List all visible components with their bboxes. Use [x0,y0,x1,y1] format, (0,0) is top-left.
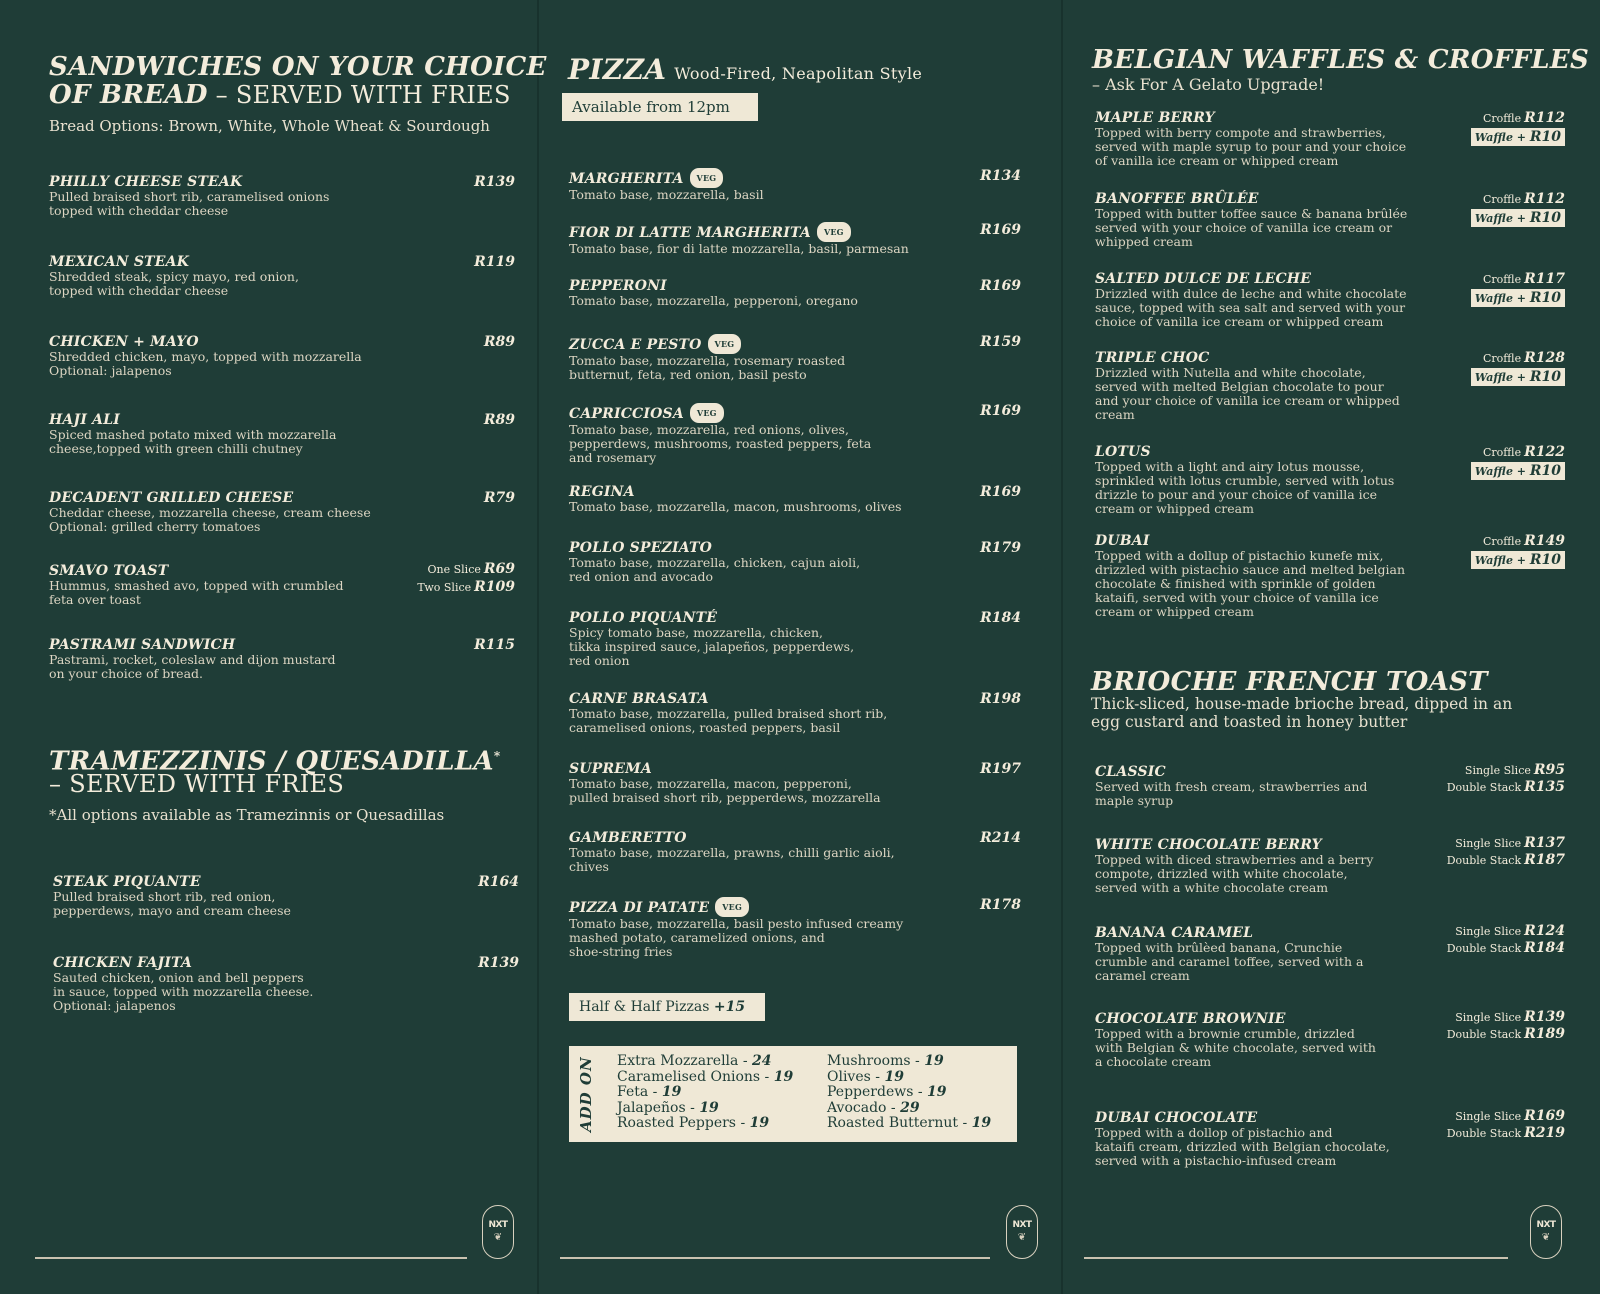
double-value: R219 [1524,1125,1565,1141]
pizza-title-text: PIZZA [568,53,667,86]
waffle-price: R10 [1529,290,1561,306]
menu-item [569,222,1021,256]
item-name: PHILLY CHEESE STEAK [49,174,243,190]
item-name: LOTUS [1095,444,1151,460]
single-label: Single Slice [1464,764,1531,777]
item-price: R89 [483,412,515,428]
addon-name: Feta [617,1084,649,1100]
single-slice-price [1455,1009,1565,1025]
waffle-upgrade [1471,289,1565,307]
waffle-price: R10 [1529,369,1561,385]
addon-price: 19 [699,1099,719,1116]
croffle-price [1471,110,1565,126]
waffle-label: Waffle + [1474,131,1527,144]
item-name: PIZZA DI PATATE [569,900,710,916]
leaf-logo-icon [482,1205,514,1259]
double-label: Double Stack [1446,1127,1522,1140]
croffle-price [1471,533,1565,549]
pizza-page [538,0,1062,1294]
veg-badge: VEG [690,403,724,423]
logo-leaf: ❦ [1017,1232,1027,1243]
item-name-row [569,484,1021,500]
item-name: PASTRAMI SANDWICH [49,637,236,653]
sandwiches-title-line1: SANDWICHES ON YOUR CHOICE [49,52,547,82]
item-price: R178 [980,897,1021,913]
addon-name: Pepperdews [827,1084,914,1100]
addon-item: Mushrooms - 19 [827,1053,944,1069]
addon-item: Pepperdews - 19 [827,1084,947,1100]
item-name-row [569,403,1021,423]
item-price: R115 [474,637,515,653]
menu-item [569,334,1021,382]
item-description: Pulled braised short rib, caramelised onions topped with cheddar cheese [49,189,330,218]
addon-price: 19 [884,1068,904,1085]
item-name-row [569,830,1021,846]
waffle-label: Waffle + [1474,554,1527,567]
waffles-title: BELGIAN WAFFLES & CROFFLES [1092,45,1590,75]
item-description: Tomato base, fior di latte mozzarella, basil, parmesan [569,241,909,256]
double-stack-price [1447,779,1565,795]
item-price-block [1471,444,1565,480]
double-stack-price [1447,940,1565,956]
addon-name: Roasted Peppers [617,1115,736,1131]
croffle-label: Croffle [1483,352,1522,365]
item-name: DUBAI CHOCOLATE [1095,1110,1258,1126]
veg-badge: VEG [690,168,724,188]
addon-item: Avocado - 29 [827,1099,920,1116]
addon-item: Roasted Butternut - 19 [827,1115,992,1131]
item-description: Shredded chicken, mayo, topped with mozzarella Optional: jalapenos [49,349,362,378]
menu-item [1095,837,1565,895]
waffle-price: R10 [1529,129,1561,145]
french-toast-title: BRIOCHE FRENCH TOAST [1091,667,1488,697]
croffle-value: R128 [1524,350,1565,366]
menu-item [569,278,1021,308]
item-description: Topped with a brownie crumble, drizzled with Belgian & white chocolate, served with a chocolate cream [1095,1026,1376,1069]
double-label: Double Stack [1446,854,1522,867]
item-description: Topped with a dollup of pistachio kunefe mix, drizzled with pistachio sauce and melted belgian chocolate & finished with sprinkle of golden kataifi, served with your choice of vanilla ice cream or whipped cream [1095,548,1406,619]
price-value: R69 [483,561,515,577]
item-name: REGINA [569,484,635,500]
menu-item [1095,271,1565,329]
item-name-row [569,897,1021,917]
menu-item [53,874,519,918]
item-name: PEPPERONI [569,278,667,294]
item-name: WHITE CHOCOLATE BERRY [1095,837,1322,853]
menu-item [569,830,1021,874]
item-price: R169 [980,222,1021,238]
veg-badge: VEG [708,334,742,354]
item-price: R169 [980,484,1021,500]
double-value: R189 [1524,1026,1565,1042]
logo-leaf: ❦ [1541,1232,1551,1243]
addon-item: Feta - 19 [617,1084,682,1100]
double-value: R135 [1524,779,1565,795]
waffle-label: Waffle + [1474,212,1527,225]
item-name: CLASSIC [1095,764,1166,780]
double-value: R184 [1524,940,1565,956]
logo-leaf: ❦ [493,1232,503,1243]
item-description: Drizzled with dulce de leche and white chocolate sauce, topped with sea salt and served with your choice of vanilla ice cream or whipped cream [1095,286,1407,329]
addon-price: 19 [773,1068,794,1085]
menu-item [1095,764,1565,808]
waffle-upgrade [1471,462,1565,480]
tramezzinis-title-bold: TRAMEZZINIS / QUESADILLA [49,746,494,777]
leaf-logo-icon [1530,1205,1562,1259]
item-name: CHICKEN + MAYO [49,334,199,350]
item-price: R164 [478,874,519,890]
menu-item [53,955,519,1013]
item-description: Tomato base, mozzarella, basil [569,187,764,202]
pizza-style: Wood-Fired, Neapolitan Style [674,64,923,83]
menu-item [1095,444,1565,516]
addon-price: 19 [749,1115,770,1131]
item-name: TRIPLE CHOC [1095,350,1210,366]
item-description: Tomato base, mozzarella, macon, mushrooms, olives [569,499,902,514]
single-label: Single Slice [1455,1110,1522,1123]
item-name: DECADENT GRILLED CHEESE [49,490,294,506]
item-name: SUPREMA [569,761,652,777]
item-description: Topped with a light and airy lotus mousse, sprinkled with lotus crumble, served with lotus drizzle to pour and your choice of vanilla ice cream or whipped cream [1095,459,1395,516]
item-name-row [569,761,1021,777]
item-description: Topped with a dollop of pistachio and kataifi cream, drizzled with Belgian chocolate, served with a pistachio-infused cream [1095,1125,1390,1168]
addon-price: 19 [971,1115,992,1131]
item-description: Served with fresh cream, strawberries and maple syrup [1095,779,1368,808]
double-stack-price [1447,852,1565,868]
menu-item [569,484,1021,514]
pizza-title [568,53,923,88]
addon-title: ADD ON [577,1056,595,1132]
item-name: STEAK PIQUANTE [53,874,201,890]
double-stack-price [1447,1026,1565,1042]
single-value: R95 [1533,762,1565,778]
addon-item: Jalapeños - 19 [617,1099,719,1116]
waffle-upgrade [1471,209,1565,227]
bottom-rule [1084,1257,1508,1259]
item-name: MEXICAN STEAK [49,254,190,270]
item-description: Tomato base, mozzarella, basil pesto infused creamy mashed potato, caramelized onions, and shoe-string fries [569,916,904,959]
item-name: HAJI ALI [49,412,120,428]
item-name-row [569,540,1021,556]
addon-price: 24 [752,1053,772,1069]
sandwiches-title-bold: OF BREAD [49,80,208,110]
addons-right [827,1054,991,1132]
double-label: Double Stack [1446,1028,1522,1041]
item-price-two-slice [417,579,515,595]
logo-text: NXT [1536,1220,1556,1230]
veg-badge: VEG [817,222,851,242]
item-description: Tomato base, mozzarella, prawns, chilli garlic aioli, chives [569,845,895,874]
double-value: R187 [1524,852,1565,868]
addon-item: Extra Mozzarella - 24 [617,1053,772,1069]
menu-item [569,540,1021,584]
item-name-row [569,168,1021,188]
item-description: Topped with butter toffee sauce & banana brûlée served with your choice of vanilla ice cream or whipped cream [1095,206,1408,249]
croffle-label: Croffle [1483,273,1522,286]
item-description: Shredded steak, spicy mayo, red onion, topped with cheddar cheese [49,269,299,298]
item-price-block [1471,191,1565,227]
item-description: Pastrami, rocket, coleslaw and dijon mustard on your choice of bread. [49,652,336,681]
single-slice-price [1465,762,1565,778]
item-price: R89 [483,334,515,350]
bread-options: Bread Options: Brown, White, Whole Wheat & Sourdough [49,117,490,135]
addon-name: Olives [827,1068,871,1085]
croffle-value: R149 [1524,533,1565,549]
addon-item: Caramelised Onions - 19 [617,1068,794,1085]
addon-name: Caramelised Onions [617,1068,761,1085]
addon-name: Roasted Butternut [827,1115,959,1131]
waffles-subtitle: – Ask For A Gelato Upgrade! [1092,75,1325,94]
single-slice-price [1455,923,1565,939]
item-description: Tomato base, mozzarella, chicken, cajun aioli, red onion and avocado [569,555,861,584]
item-description: Spiced mashed potato mixed with mozzarella cheese,topped with green chilli chutney [49,427,337,456]
item-name: DUBAI [1095,533,1150,549]
single-value: R137 [1524,835,1565,851]
item-price: R79 [483,490,515,506]
addon-price: 19 [924,1053,944,1069]
croffle-value: R112 [1524,110,1565,126]
item-name: MARGHERITA [569,171,684,187]
item-price: R159 [980,334,1021,350]
single-label: Single Slice [1455,1011,1522,1024]
croffle-value: R122 [1524,444,1565,460]
item-description: Topped with brûlèed banana, Crunchie crumble and caramel toffee, served with a caramel cream [1095,940,1364,983]
item-name-row [569,610,1021,626]
menu-item [1095,925,1565,983]
item-price-block [1471,350,1565,386]
waffle-label: Waffle + [1474,292,1527,305]
item-name-row [569,278,1021,294]
waffle-upgrade [1471,551,1565,569]
croffle-price [1471,271,1565,287]
waffle-label: Waffle + [1474,371,1527,384]
menu-item [1095,110,1565,168]
item-description: Tomato base, mozzarella, rosemary roasted butternut, feta, red onion, basil pesto [569,353,846,382]
item-price-block [1471,271,1565,307]
item-description: Drizzled with Nutella and white chocolate, served with melted Belgian chocolate to pour and your choice of vanilla ice cream or whipped cream [1095,365,1400,422]
single-label: Single Slice [1455,925,1522,938]
item-price: R169 [980,403,1021,419]
item-name-row [569,334,1021,354]
menu-item [49,174,519,218]
menu-item [569,403,1021,465]
available-badge: Available from 12pm [562,93,758,121]
double-label: Double Stack [1446,781,1522,794]
double-stack-price [1447,1125,1565,1141]
croffle-value: R117 [1524,271,1565,287]
item-name: POLLO SPEZIATO [569,540,713,556]
croffle-label: Croffle [1483,193,1522,206]
logo-text: NXT [488,1220,508,1230]
item-price-one-slice [428,561,515,577]
waffle-price: R10 [1529,210,1561,226]
item-price: R119 [474,254,515,270]
single-slice-price [1455,835,1565,851]
item-name: CHICKEN FAJITA [53,955,193,971]
item-name: BANOFFEE BRÛLÉE [1095,191,1259,207]
item-description: Tomato base, mozzarella, pulled braised short rib, caramelised onions, roasted peppers, basil [569,706,888,735]
item-name: FIOR DI LATTE MARGHERITA [569,225,811,241]
menu-item [1095,1011,1565,1069]
item-name: GAMBERETTO [569,830,687,846]
price-label: One Slice [427,563,481,576]
croffle-label: Croffle [1483,446,1522,459]
item-price: R169 [980,278,1021,294]
menu-item [569,761,1021,805]
item-name: MAPLE BERRY [1095,110,1215,126]
addon-price: 29 [900,1099,920,1116]
item-price: R184 [980,610,1021,626]
item-name: CARNE BRASATA [569,691,709,707]
item-description: Topped with berry compote and strawberries, served with maple syrup to pour and your choice of vanilla ice cream or whipped cream [1095,125,1407,168]
price-label: Two Slice [417,581,472,594]
leaf-logo-icon [1006,1205,1038,1259]
waffle-upgrade [1471,368,1565,386]
menu-item [49,563,519,607]
addon-name: Avocado [827,1099,887,1116]
single-value: R169 [1524,1108,1565,1124]
waffle-price: R10 [1529,463,1561,479]
croffle-value: R112 [1524,191,1565,207]
item-price: R139 [474,174,515,190]
veg-badge: VEG [715,897,749,917]
item-name-row [569,691,1021,707]
menu-item [569,610,1021,668]
item-description: Hummus, smashed avo, topped with crumbled feta over toast [49,578,344,607]
menu-item [49,412,519,456]
item-price: R179 [980,540,1021,556]
item-price: R197 [980,761,1021,777]
item-name: SALTED DULCE DE LECHE [1095,271,1312,287]
item-description: Sauted chicken, onion and bell peppers in sauce, topped with mozzarella cheese. Optional: jalapenos [53,970,314,1013]
croffle-price [1471,350,1565,366]
croffle-label: Croffle [1483,112,1522,125]
item-price: R139 [478,955,519,971]
addon-name: Mushrooms [827,1053,911,1069]
menu-item [49,254,519,298]
addon-name: Jalapeños [617,1099,686,1116]
addon-panel [569,1046,1017,1142]
single-label: Single Slice [1455,837,1522,850]
menu-item [1095,1110,1565,1168]
croffle-label: Croffle [1483,535,1522,548]
tramezzinis-title-star: * [493,749,501,763]
menu-item [1095,350,1565,422]
french-toast-subtitle-1: Thick-sliced, house-made brioche bread, dipped in an [1091,695,1513,713]
item-description: Pulled braised short rib, red onion, pepperdews, mayo and cream cheese [53,889,291,918]
half-half-badge [569,993,765,1021]
single-value: R139 [1524,1009,1565,1025]
item-price: R198 [980,691,1021,707]
item-price: R134 [980,168,1021,184]
half-half-price: +15 [713,999,746,1015]
menu-item [569,168,1021,202]
item-description: Spicy tomato base, mozzarella, chicken, tikka inspired sauce, jalapeños, pepperdews, red onion [569,625,855,668]
sandwiches-page [0,0,547,1294]
item-price-block [1471,110,1565,146]
item-name: ZUCCA E PESTO [569,337,702,353]
single-value: R124 [1524,923,1565,939]
item-name-row [569,222,1021,242]
bottom-rule [560,1257,990,1259]
single-slice-price [1455,1108,1565,1124]
logo-text: NXT [1012,1220,1032,1230]
item-name: POLLO PIQUANTÉ [569,610,718,626]
price-value: R109 [474,579,515,595]
dessert-page [1062,0,1600,1294]
addons-left [617,1054,793,1132]
item-description: Tomato base, mozzarella, macon, pepperoni, pulled braised short rib, pepperdews, mozzarella [569,776,881,805]
item-name: SMAVO TOAST [49,563,169,579]
croffle-price [1471,191,1565,207]
double-label: Double Stack [1446,942,1522,955]
croffle-price [1471,444,1565,460]
item-description: Tomato base, mozzarella, pepperoni, oregano [569,293,858,308]
menu-item [1095,191,1565,249]
half-half-label: Half & Half Pizzas [579,999,710,1015]
waffle-label: Waffle + [1474,465,1527,478]
tramezzinis-title-plain: – SERVED WITH FRIES [49,770,345,798]
item-description: Topped with diced strawberries and a berry compote, drizzled with white chocolate, served with a white chocolate cream [1095,852,1374,895]
item-price: R214 [980,830,1021,846]
item-name: CHOCOLATE BROWNIE [1095,1011,1286,1027]
menu-item [1095,533,1565,619]
item-price-block [1471,533,1565,569]
menu-item [49,637,519,681]
sandwiches-title-plain: – SERVED WITH FRIES [207,81,511,109]
sandwiches-title-line2 [49,81,511,109]
menu-item [49,490,519,534]
bottom-rule [35,1257,467,1259]
addon-item: Olives - 19 [827,1068,904,1085]
item-name: CAPRICCIOSA [569,406,684,422]
tramezzinis-title-line2 [49,770,344,798]
waffle-upgrade [1471,128,1565,146]
menu-item [569,897,1021,959]
item-description: Tomato base, mozzarella, red onions, olives, pepperdews, mushrooms, roasted peppers, feta and rosemary [569,422,872,465]
french-toast-subtitle-2: egg custard and toasted in honey butter [1091,713,1408,731]
item-name: BANANA CARAMEL [1095,925,1254,941]
tramezzinis-note: *All options available as Tramezinnis or Quesadillas [49,806,445,824]
item-description: Cheddar cheese, mozzarella cheese, cream cheese Optional: grilled cherry tomatoes [49,505,371,534]
addon-name: Extra Mozzarella [617,1053,739,1069]
addon-price: 19 [661,1084,682,1100]
menu-item [569,691,1021,735]
addon-price: 19 [927,1084,947,1100]
addon-item: Roasted Peppers - 19 [617,1115,770,1131]
menu-item [49,334,519,378]
waffle-price: R10 [1529,552,1561,568]
